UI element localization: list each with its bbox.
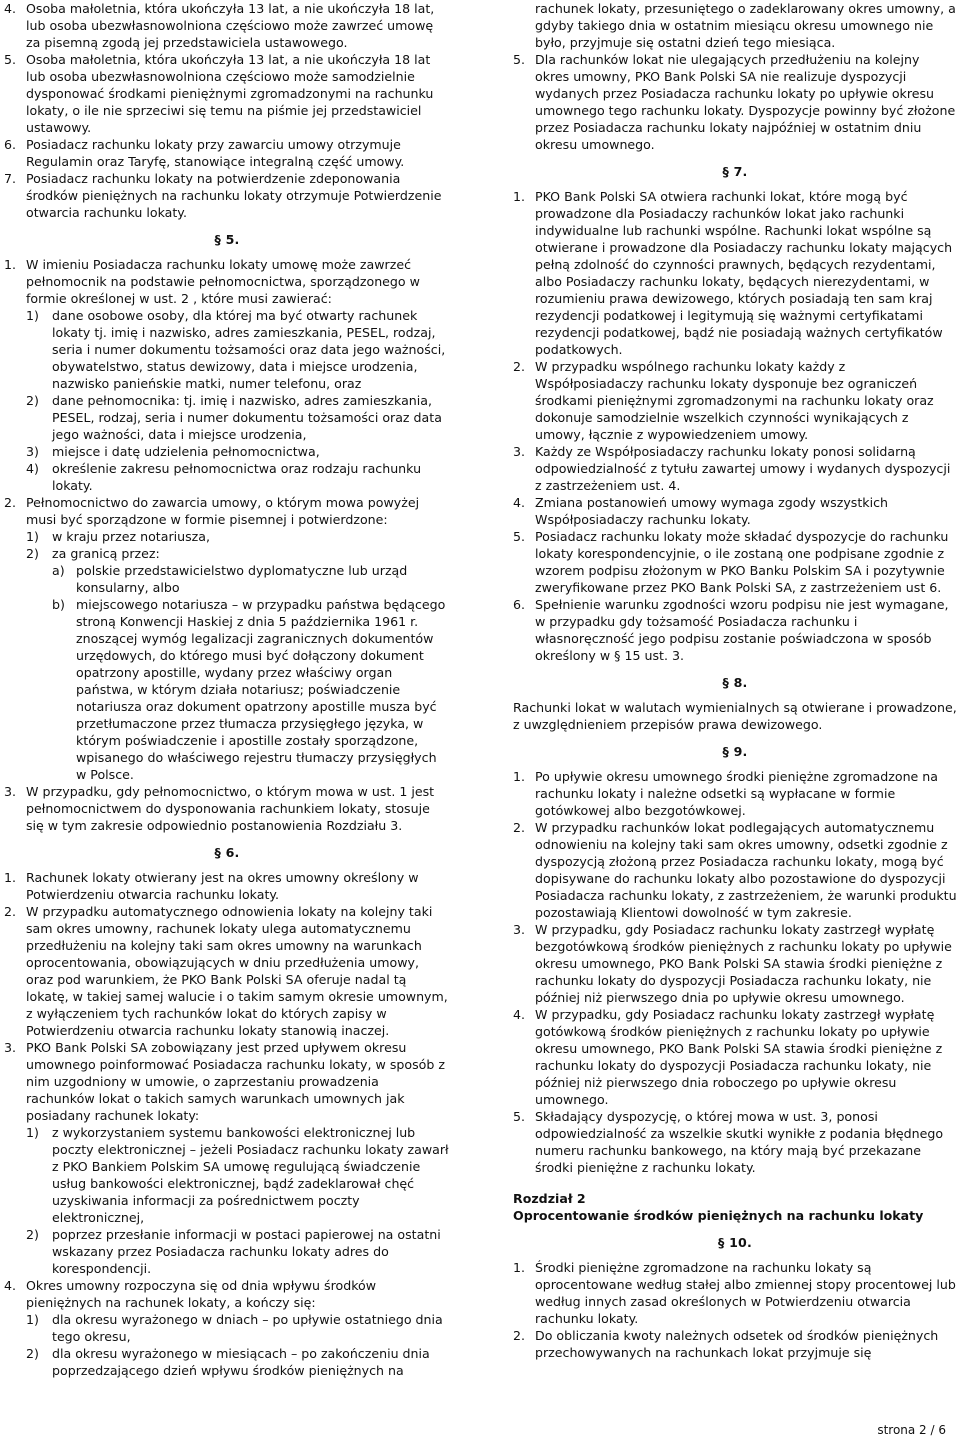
list-item: 4. Okres umowny rozpoczyna się od dnia wpływu środków pieniężnych na rachunek lokaty, a kończy się: xyxy=(4,1278,377,1310)
page-number: strona 2 / 6 xyxy=(877,1423,946,1437)
list-item: 4. Zmiana postanowień umowy wymaga zgody wszystkich Współposiadaczy rachunku lokaty. xyxy=(513,495,888,527)
section-heading-6: § 6. xyxy=(214,845,240,860)
continued-text: rachunek lokaty, przesuniętego o zadeklarowany okres umowny, a gdyby takiego dnia w ostatnim miesiącu okresu umownego nie było, przyjmuje się ostatni dzień tego miesiąca. xyxy=(535,1,956,50)
chapter-title: Rozdział 2 xyxy=(513,1191,586,1206)
list-item: 1. PKO Bank Polski SA otwiera rachunki lokat, które mogą być prowadzone dla Posiadaczy rachunków lokat jako rachunki indywidualne lub rachunki wspólne. Rachunki lokat wspólne są otwierane i prowadzone dla Posiadaczy rachunku lokaty mających pełną zdolność do czynności prawnych, będących rezydentami, albo Posiadaczy rachunku lokaty, będących nierezydentami, w rozumieniu prawa dewizowego, których posiadają ten sam kraj rezydencji podatkowej i legitymują się ważnymi certyfikatami rezydencji podatkowej, bądź nie posiadają ważnych certyfikatów podatkowych. xyxy=(513,189,953,357)
sub-item: 1) dla okresu wyrażonego w dniach – po upływie ostatniego dnia tego okresu, xyxy=(26,1312,443,1344)
section-heading-7: § 7. xyxy=(722,164,748,179)
section-heading-8: § 8. xyxy=(722,675,748,690)
list-item: 1. Po upływie okresu umownego środki pieniężne zgromadzone na rachunku lokaty i należne odsetki są wypłacane w formie gotówkowej albo bezgotówkowej. xyxy=(513,769,938,818)
list-item: 1. Rachunek lokaty otwierany jest na okres umowny określony w Potwierdzeniu otwarcia rachunku lokaty. xyxy=(4,870,419,902)
chapter-subtitle: Oprocentowanie środków pieniężnych na rachunku lokaty xyxy=(513,1208,924,1223)
sub-item: 1) z wykorzystaniem systemu bankowości elektronicznej lub poczty elektronicznej – jeżeli Posiadacz rachunku lokaty zawarł z PKO Bankiem Polskim SA umowę regulującą świadczenie usług bankowości elektronicznej, bądź zadeklarował chęć uzyskiwania informacji za pośrednictwem poczty elektronicznej, xyxy=(26,1125,449,1225)
list-item: 5. Osoba małoletnia, która ukończyła 13 lat, a nie ukończyła 18 lat lub osoba ubezwłasnowolniona częściowo może samodzielnie dysponować środkami pieniężnymi zgromadzonymi na rachunku lokaty, o ile nie sprzeciwi się temu na piśmie jej przedstawiciel ustawowy. xyxy=(4,52,434,135)
sub-item: 2) za granicą przez: xyxy=(26,546,160,561)
list-item: 2. W przypadku automatycznego odnowienia lokaty na kolejny taki sam okres umowny, rachunek lokaty ulega automatycznemu przedłużeniu na kolejny taki sam okres umowny na warunkach oprocentowania, obowiązujących w dniu przedłużenia umowy, oraz pod warunkiem, że PKO Bank Polski SA oferuje nadal tą lokatę, w takiej samej walucie i o takim samym okresie umownym, z wyłączeniem tych rachunków lokat do których zapisy w Potwierdzeniu otwarcia rachunku lokaty stanowią inaczej. xyxy=(4,904,448,1038)
list-item: 5. Dla rachunków lokat nie ulegających przedłużeniu na kolejny okres umowny, PKO Bank Polski SA nie realizuje dyspozycji wydanych przez Posiadacza rachunku lokaty po upływie okresu umownego tego rachunku lokaty. Dyspozycje powinny być złożone przez Posiadacza rachunku lokaty najpóźniej w ostatnim dniu okresu umownego. xyxy=(513,52,956,152)
list-item: 3. PKO Bank Polski SA zobowiązany jest przed upływem okresu umownego poinformować Posiadacza rachunku lokaty, w sposób z nim uzgodniony w umowie, o zaprzestaniu prowadzenia rachunków lokat o takich samych warunkach umownych jak posiadany rachunek lokaty: xyxy=(4,1040,445,1123)
list-item: 1. Środki pieniężne zgromadzone na rachunku lokaty są oprocentowane według stałej albo zmiennej stopy procentowej lub według innych zasad określonych w Potwierdzeniu otwarcia rachunku lokaty. xyxy=(513,1260,956,1326)
sub-item: 4) określenie zakresu pełnomocnictwa oraz rodzaju rachunku lokaty. xyxy=(26,461,422,493)
section-heading-10: § 10. xyxy=(718,1235,752,1250)
list-item: 5. Składający dyspozycję, o której mowa w ust. 3, ponosi odpowiedzialność za wszelkie skutki wynikłe z podania błędnego numeru rachunku bankowego, na który mają być przekazane środki pieniężne z rachunku lokaty. xyxy=(513,1109,944,1175)
left-column xyxy=(4,0,450,1379)
right-column xyxy=(513,0,957,1361)
list-item: 2. Do obliczania kwoty należnych odsetek od środków pieniężnych przechowywanych na rachunkach lokat przyjmuje się xyxy=(513,1328,939,1360)
sub-sub-item: a) polskie przedstawicielstwo dyplomatyczne lub urząd konsularny, albo xyxy=(52,563,408,595)
section-heading-5: § 5. xyxy=(214,232,240,247)
paragraph: Rachunki lokat w walutach wymienialnych są otwierane i prowadzone, z uwzględnieniem przepisów prawa dewizowego. xyxy=(513,700,957,732)
sub-sub-item: b) miejscowego notariusza – w przypadku państwa będącego stroną Konwencji Haskiej z dnia 5 października 1961 r. znoszącej wymóg legalizacji zagranicznych dokumentów urzędowych, do którego musi być dołączony dokument opatrzony apostille, wydany przez właściwy organ państwa, w którym działa notariusz; poświadczenie notariusza oraz dokument opatrzony apostille musza być przetłumaczone przez tłumacza przysięgłego języka, w którym poświadczenie i apostille zostały sporządzone, wpisanego do właściwego rejestru tłumaczy przysięgłych w Polsce. xyxy=(52,597,446,782)
list-item: 4. W przypadku, gdy Posiadacz rachunku lokaty zastrzegł wypłatę gotówkową środków pieniężnych z rachunku lokaty po upływie okresu umownego, PKO Bank Polski SA stawia środki pieniężne z rachunku lokaty do dyspozycji Posiadacza rachunku lokaty, nie później niż pierwszego dnia roboczego po upływie okresu umownego. xyxy=(513,1007,943,1107)
sub-item: 3) miejsce i datę udzielenia pełnomocnictwa, xyxy=(26,444,320,459)
items-first-section xyxy=(4,0,450,221)
list-item: 6. Posiadacz rachunku lokaty przy zawarciu umowy otrzymuje Regulamin oraz Taryfę, stanowiące integralną część umowy. xyxy=(4,137,405,169)
sub-item: 2) poprzez przesłanie informacji w postaci papierowej na ostatni wskazany przez Posiadacza rachunku lokaty adres do korespondencji. xyxy=(26,1227,441,1276)
sub-item: 2) dane pełnomocnika: tj. imię i nazwisko, adres zamieszkania, PESEL, rodzaj, seria i numer dokumentu tożsamości oraz data jego ważności, data i miejsce urodzenia, xyxy=(26,393,442,442)
sub-item: 1) dane osobowe osoby, dla której ma być otwarty rachunek lokaty tj. imię i nazwisko, adres zamieszkania, PESEL, rodzaj, seria i numer dokumentu tożsamości oraz data jego ważności, obywatelstwo, status dewizowy, data i miejsce urodzenia, nazwisko panieńskie matki, numer telefonu, oraz xyxy=(26,308,446,391)
list-item: 2. W przypadku wspólnego rachunku lokaty każdy z Współposiadaczy rachunku lokaty dysponuje bez ograniczeń środkami pieniężnymi zgromadzonymi na rachunku lokaty oraz dokonuje samodzielnie wszelkich czynności wynikających z umowy, łącznie z wypowiedzeniem umowy. xyxy=(513,359,934,442)
sub-item: 1) w kraju przez notariusza, xyxy=(26,529,211,544)
list-item: 3. W przypadku, gdy pełnomocnictwo, o którym mowa w ust. 1 jest pełnomocnictwem do dysponowania rachunkiem lokaty, stosuje się w tym zakresie odpowiednio postanowienia Rozdziału 3. xyxy=(4,784,435,833)
list-item: 3. Każdy ze Współposiadaczy rachunku lokaty ponosi solidarną odpowiedzialność z tytułu zawartej umowy i wydanych dyspozycji z zastrzeżeniem ust. 4. xyxy=(513,444,951,493)
list-item: 4. Osoba małoletnia, która ukończyła 13 lat, a nie ukończyła 18 lat, lub osoba ubezwłasnowolniona częściowo może zawrzeć umowę za pisemną zgodą jej przedstawiciela ustawowego. xyxy=(4,1,435,50)
list-item: 2. W przypadku rachunków lokat podlegających automatycznemu odnowieniu na kolejny taki sam okres umowny, odsetki zgodnie z dyspozycją złożoną przez Posiadacza rachunku lokaty, mogą być dopisywane do rachunku lokaty albo pozostawione do dyspozycji Posiadacza rachunku lokaty, z zastrzeżeniem, że warunki produktu pozostawiają Klientowi dowolność w tym zakresie. xyxy=(513,820,957,920)
list-item: 5. Posiadacz rachunku lokaty może składać dyspozycje do rachunku lokaty korespondencyjnie, o ile zostaną one podpisane zgodnie z wzorem podpisu złożonym w PKO Banku Polskim SA i pozytywnie zweryfikowane przez PKO Bank Polski SA, z zastrzeżeniem ust 6. xyxy=(513,529,949,595)
list-item: 6. Spełnienie warunku zgodności wzoru podpisu nie jest wymagane, w przypadku gdy tożsamość Posiadacza rachunku i własnoręczność jego podpisu zostanie poświadczona w sposób określony w § 15 ust. 3. xyxy=(513,597,949,663)
list-item: 7. Posiadacz rachunku lokaty na potwierdzenie zdeponowania środków pieniężnych na rachunku lokaty otrzymuje Potwierdzenie otwarcia rachunku lokaty. xyxy=(4,171,442,220)
sub-item: 2) dla okresu wyrażonego w miesiącach – po zakończeniu dnia poprzedzającego dzień wpływu środków pieniężnych na xyxy=(26,1346,430,1378)
list-item: 3. W przypadku, gdy Posiadacz rachunku lokaty zastrzegł wypłatę bezgotówkową środków pieniężnych z rachunku lokaty po upływie okresu umownego, PKO Bank Polski SA stawia środki pieniężne z rachunku lokaty do dyspozycji Posiadacza rachunku lokaty, nie później niż pierwszego dnia po upływie okresu umownego. xyxy=(513,922,952,1005)
list-item: 2. Pełnomocnictwo do zawarcia umowy, o którym mowa powyżej musi być sporządzone w formie pisemnej i potwierdzone: xyxy=(4,495,420,527)
section-heading-9: § 9. xyxy=(722,744,748,759)
list-item: 1. W imieniu Posiadacza rachunku lokaty umowę może zawrzeć pełnomocnik na podstawie pełnomocnictwa, sporządzonego w formie określonej w ust. 2 , które musi zawierać: xyxy=(4,257,420,306)
